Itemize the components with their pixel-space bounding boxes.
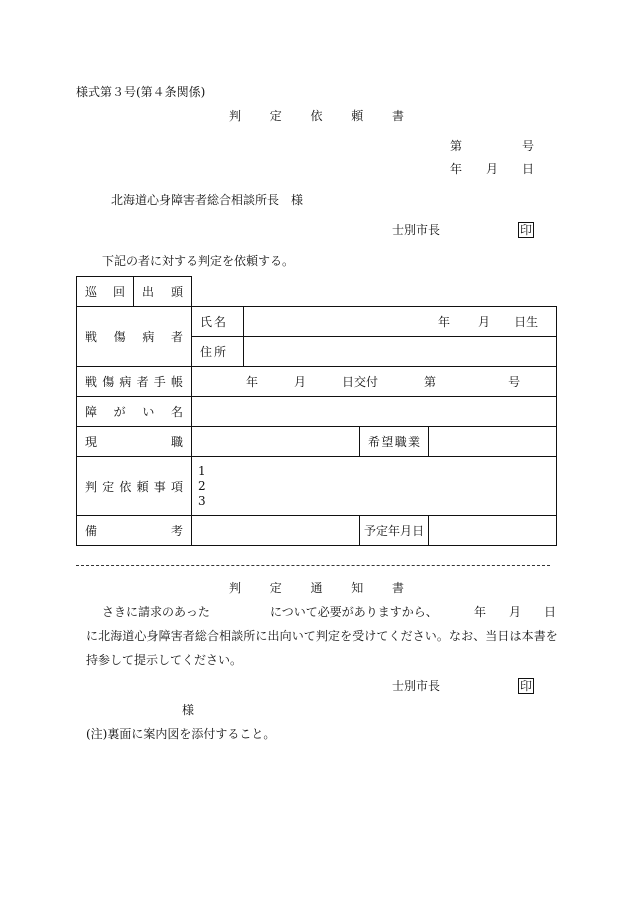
document-date bbox=[450, 163, 534, 175]
title-char: 知 bbox=[351, 581, 364, 595]
sender: 士別市長 bbox=[392, 223, 441, 237]
remarks-label bbox=[77, 516, 192, 546]
label-char: 業 bbox=[408, 435, 421, 449]
cut-line bbox=[76, 565, 550, 566]
birth-month: 月 bbox=[478, 315, 491, 329]
birth-day: 日生 bbox=[514, 315, 539, 329]
address-field[interactable] bbox=[244, 337, 557, 367]
date-day: 日 bbox=[521, 162, 534, 176]
notice-year: 年 bbox=[474, 605, 487, 619]
table-row bbox=[77, 427, 557, 457]
title-char: 定 bbox=[269, 109, 282, 123]
seal-char: 印 bbox=[520, 223, 533, 237]
remarks-field[interactable] bbox=[192, 516, 360, 546]
label-char: 所 bbox=[213, 345, 226, 359]
handbook-no-first: 第 bbox=[424, 375, 437, 389]
job-field[interactable] bbox=[192, 427, 360, 457]
label-char: が bbox=[113, 405, 126, 419]
notice-date bbox=[474, 606, 556, 618]
title-char: 頼 bbox=[351, 109, 364, 123]
table-row bbox=[77, 367, 557, 397]
notice-month: 月 bbox=[508, 605, 521, 619]
name-field[interactable] bbox=[244, 307, 557, 337]
disability-label bbox=[77, 397, 192, 427]
label-char: 備 bbox=[85, 524, 98, 538]
victim-label bbox=[77, 307, 192, 367]
label-char: 巡 bbox=[85, 285, 98, 299]
label-char: 定 bbox=[376, 524, 389, 538]
disability-field[interactable] bbox=[192, 397, 557, 427]
handbook-no-last: 号 bbox=[508, 375, 521, 389]
date-year: 年 bbox=[450, 162, 463, 176]
label-char: 職 bbox=[170, 435, 183, 449]
notice-sender: 士別市長 bbox=[392, 679, 441, 693]
label-char: 年 bbox=[388, 524, 401, 538]
notice-honorific: 様 bbox=[182, 703, 195, 717]
request-item: 2 bbox=[198, 478, 206, 493]
label-char: 職 bbox=[394, 435, 407, 449]
label-char: 名 bbox=[170, 405, 183, 419]
title-char: 定 bbox=[269, 581, 282, 595]
label-char: 回 bbox=[112, 285, 125, 299]
label-char: 帳 bbox=[170, 375, 183, 389]
label-char: 定 bbox=[102, 479, 115, 494]
request-item: 3 bbox=[198, 493, 206, 508]
form-number: 様式第３号(第４条関係) bbox=[76, 85, 206, 99]
appear-cell bbox=[134, 277, 192, 307]
label-char: 障 bbox=[85, 405, 98, 419]
label-char: 戦 bbox=[85, 330, 98, 344]
table-row bbox=[77, 397, 557, 427]
notice-seal bbox=[518, 678, 534, 694]
request-intro: 下記の者に対する判定を依頼する。 bbox=[102, 254, 295, 268]
handbook-year: 年 bbox=[246, 375, 259, 389]
seal-stamp bbox=[518, 222, 534, 238]
label-char: 者 bbox=[136, 375, 149, 389]
request-table bbox=[76, 276, 557, 546]
label-char: 月 bbox=[400, 524, 413, 538]
request-items-field[interactable] bbox=[192, 457, 557, 516]
document-number bbox=[450, 140, 534, 152]
label-char: 氏 bbox=[200, 315, 213, 329]
label-char: 頭 bbox=[170, 285, 183, 299]
label-char: 頼 bbox=[136, 479, 149, 494]
footnote: (注)裏面に案内図を添付すること。 bbox=[86, 727, 276, 741]
visit-cell bbox=[77, 277, 134, 307]
label-char: 傷 bbox=[113, 330, 126, 344]
name-label bbox=[192, 307, 244, 337]
number-first: 第 bbox=[450, 139, 463, 153]
title-char: 通 bbox=[310, 581, 323, 595]
notice-line-1a: さきに請求のあった bbox=[102, 605, 210, 619]
title-char: 依 bbox=[310, 109, 323, 123]
label-char: 依 bbox=[119, 479, 132, 494]
title-char: 書 bbox=[391, 581, 404, 595]
handbook-label bbox=[77, 367, 192, 397]
label-char: 判 bbox=[85, 479, 98, 494]
desired-job-label bbox=[360, 427, 429, 457]
scheduled-date-field[interactable] bbox=[429, 516, 557, 546]
blank-cell bbox=[192, 277, 557, 307]
desired-job-field[interactable] bbox=[429, 427, 557, 457]
label-char: 日 bbox=[412, 524, 425, 538]
label-char: 考 bbox=[170, 524, 183, 538]
address-label bbox=[192, 337, 244, 367]
date-month: 月 bbox=[485, 162, 498, 176]
table-row bbox=[77, 457, 557, 516]
label-char: 予 bbox=[364, 524, 377, 538]
label-char: 住 bbox=[200, 345, 213, 359]
table-row bbox=[77, 307, 557, 337]
handbook-field[interactable] bbox=[192, 367, 557, 397]
label-char: 項 bbox=[170, 479, 183, 494]
label-char: 傷 bbox=[102, 375, 115, 389]
label-char: 戦 bbox=[85, 375, 98, 389]
label-char: 手 bbox=[153, 375, 166, 389]
title-char: 判 bbox=[229, 109, 242, 123]
title-char: 書 bbox=[391, 109, 404, 123]
label-char: 病 bbox=[119, 375, 132, 389]
notice-day: 日 bbox=[543, 605, 556, 619]
scheduled-date-label bbox=[360, 516, 429, 546]
notice-line-2: に北海道心身障害者総合相談所に出向いて判定を受けてください。なお、当日は本書を bbox=[86, 629, 558, 643]
handbook-month: 月 bbox=[294, 375, 307, 389]
label-char: 名 bbox=[213, 315, 226, 329]
label-char: い bbox=[142, 405, 155, 419]
title-char: 判 bbox=[229, 581, 242, 595]
label-char: 事 bbox=[153, 479, 166, 494]
job-label bbox=[77, 427, 192, 457]
label-char: 者 bbox=[170, 330, 183, 344]
number-last: 号 bbox=[521, 139, 534, 153]
birth-year: 年 bbox=[438, 315, 451, 329]
label-char: 望 bbox=[381, 435, 394, 449]
notice-line-1b: について必要がありますから、 bbox=[270, 605, 438, 619]
addressee: 北海道心身障害者総合相談所長 様 bbox=[111, 193, 304, 207]
request-title bbox=[229, 110, 404, 122]
label-char: 現 bbox=[85, 435, 98, 449]
label-char: 病 bbox=[142, 330, 155, 344]
seal-char: 印 bbox=[520, 679, 533, 693]
label-char: 希 bbox=[368, 435, 381, 449]
table-row bbox=[77, 516, 557, 546]
notice-title bbox=[229, 582, 404, 594]
notice-line-3: 持参して提示してください。 bbox=[86, 653, 243, 667]
label-char: 出 bbox=[142, 285, 155, 299]
handbook-issued: 日交付 bbox=[342, 375, 379, 389]
request-items-label bbox=[77, 457, 192, 516]
table-row bbox=[77, 277, 557, 307]
request-item: 1 bbox=[198, 463, 206, 478]
